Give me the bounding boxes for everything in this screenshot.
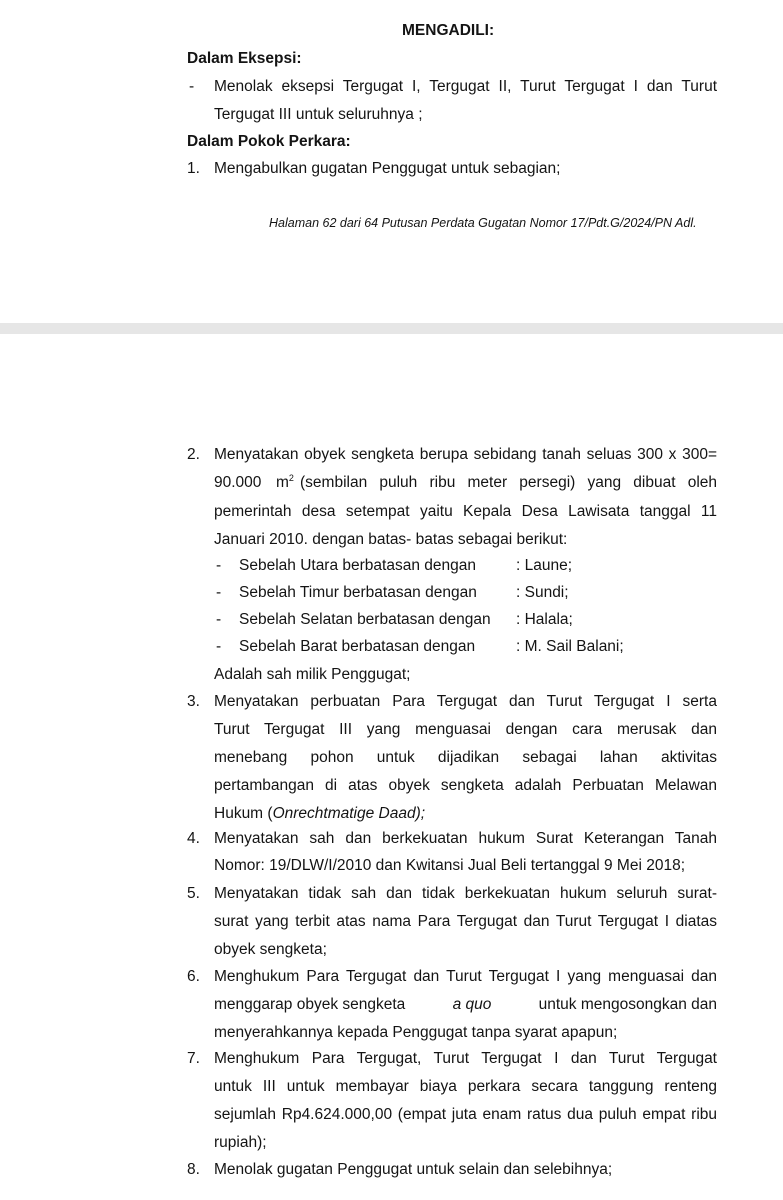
item-6-line-2: menggarap obyek sengketa a quo untuk mengosongkan dan <box>214 996 717 1013</box>
item-7-line-3: sejumlah Rp4.624.000,00 (empat juta enam ratus dua puluh empat ribu <box>214 1106 717 1123</box>
item-4-line-1: Menyatakan sah dan berkekuatan hukum Surat Keterangan Tanah <box>214 830 717 847</box>
pokok-heading: Dalam Pokok Perkara: <box>187 133 351 150</box>
border-label-north: Sebelah Utara berbatasan dengan <box>239 557 476 574</box>
item-6-line-1: Menghukum Para Tergugat dan Turut Tergugat I yang menguasai dan <box>214 968 717 985</box>
item-2-line-3: pemerintah desa setempat yaitu Kepala Desa Lawisata tanggal 11 <box>214 503 717 520</box>
item-2-line-2: (sembilan puluh ribu meter persegi) yang dibuat oleh <box>300 474 717 491</box>
border-dash: - <box>216 557 222 574</box>
border-label-south: Sebelah Selatan berbatasan dengan <box>239 611 491 628</box>
eksepsi-bullet: - <box>189 78 195 95</box>
item-3-number: 3. <box>187 693 200 710</box>
page-footer: Halaman 62 dari 64 Putusan Perdata Gugatan Nomor 17/Pdt.G/2024/PN Adl. <box>269 216 697 230</box>
border-value-west: : M. Sail Balani; <box>516 638 624 655</box>
item-6-number: 6. <box>187 968 200 985</box>
border-label-west: Sebelah Barat berbatasan dengan <box>239 638 476 655</box>
item-7-number: 7. <box>187 1050 200 1067</box>
border-label-east: Sebelah Timur berbatasan dengan <box>239 584 477 601</box>
item-5-line-2: surat yang terbit atas nama Para Tergugat dan Turut Tergugat I diatas <box>214 913 717 930</box>
item-1-text: Mengabulkan gugatan Penggugat untuk sebagian; <box>214 160 561 177</box>
item-4-number: 4. <box>187 830 200 847</box>
item-2-line-1: Menyatakan obyek sengketa berupa sebidang tanah seluas 300 x 300= <box>214 446 717 463</box>
item-2-area-unit: $m^2$ <box>276 472 294 491</box>
item-7-line-1: Menghukum Para Tergugat, Turut Tergugat I dan Turut Tergugat <box>214 1050 717 1067</box>
page-divider <box>0 323 783 334</box>
item-5-line-3: obyek sengketa; <box>214 941 327 958</box>
item-7-line-2: untuk III untuk membayar biaya perkara secara tanggung renteng <box>214 1078 717 1095</box>
item-1-number: 1. <box>187 160 200 177</box>
item-7-line-4: rupiah); <box>214 1134 267 1151</box>
item-2-number: 2. <box>187 446 200 463</box>
border-value-east: : Sundi; <box>516 584 569 601</box>
eksepsi-line-2: Tergugat III untuk seluruhnya ; <box>214 106 423 123</box>
item-2-line-4: Januari 2010. dengan batas- batas sebagai berikut: <box>214 531 568 548</box>
item-5-number: 5. <box>187 885 200 902</box>
item-3-line-4: pertambangan di atas obyek sengketa adalah Perbuatan Melawan <box>214 777 717 794</box>
eksepsi-heading: Dalam Eksepsi: <box>187 50 302 67</box>
item-3-line-1: Menyatakan perbuatan Para Tergugat dan Turut Tergugat I serta <box>214 693 717 710</box>
border-value-south: : Halala; <box>516 611 573 628</box>
item-3-line-5: Hukum (Onrechtmatige Daad); <box>214 805 426 822</box>
item-4-line-2: Nomor: 19/DLW/I/2010 dan Kwitansi Jual Beli tertanggal 9 Mei 2018; <box>214 857 685 874</box>
item-8-number: 8. <box>187 1161 200 1178</box>
border-value-north: : Laune; <box>516 557 573 574</box>
item-2-area-value: 90.000 <box>214 474 262 491</box>
eksepsi-line-1: Menolak eksepsi Tergugat I, Tergugat II, Turut Tergugat I dan Turut <box>214 78 717 95</box>
item-3-line-3: menebang pohon untuk dijadikan sebagai lahan aktivitas <box>214 749 717 766</box>
item-6-line-3: menyerahkannya kepada Penggugat tanpa syarat apapun; <box>214 1024 618 1041</box>
border-dash: - <box>216 584 222 601</box>
item-2-closing: Adalah sah milik Penggugat; <box>214 666 411 683</box>
border-dash: - <box>216 638 222 655</box>
item-3-line-2: Turut Tergugat III yang menguasai dengan cara merusak dan <box>214 721 717 738</box>
item-8-line-1: Menolak gugatan Penggugat untuk selain dan selebihnya; <box>214 1161 613 1178</box>
page-heading: MENGADILI: <box>402 22 495 39</box>
item-5-line-1: Menyatakan tidak sah dan tidak berkekuatan hukum seluruh surat- <box>214 885 717 902</box>
border-dash: - <box>216 611 222 628</box>
